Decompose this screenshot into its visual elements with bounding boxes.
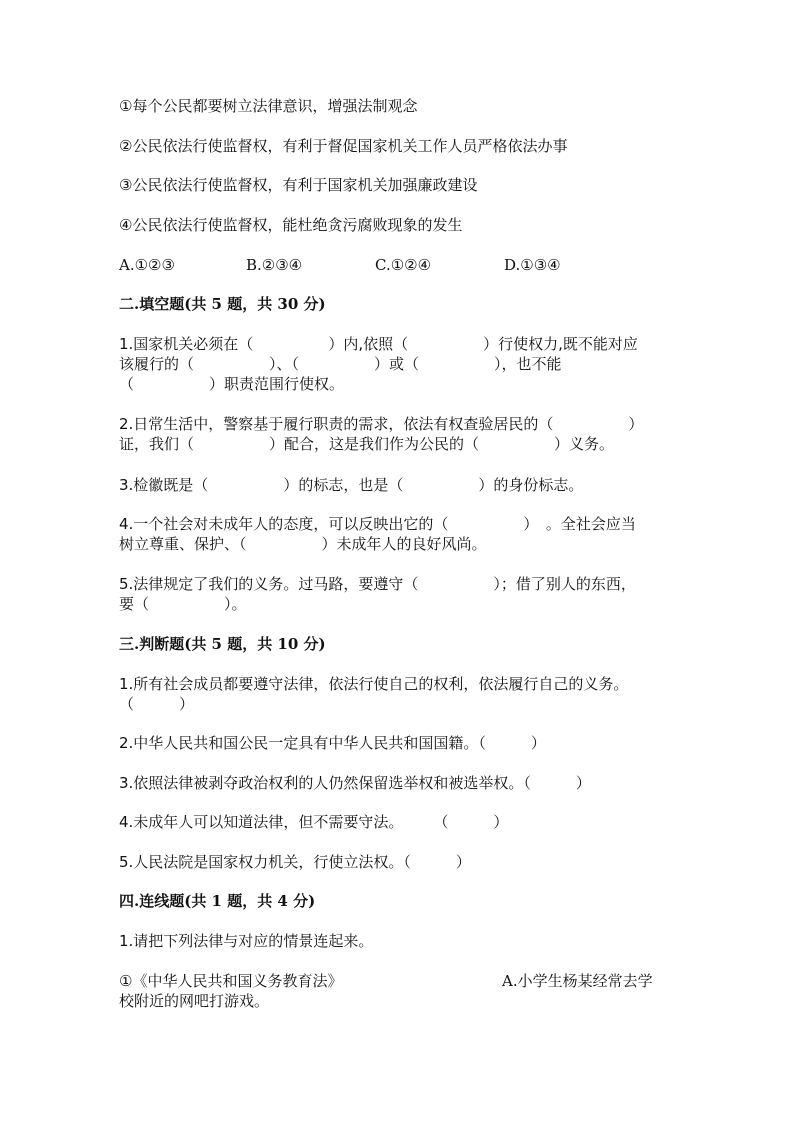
section-match-heading: 四.连线题(共 1 题，共 4 分) — [119, 892, 316, 910]
fill-q4-line1: 4.一个社会对未成年人的态度，可以反映出它的（ ） 。全社会应当 — [119, 515, 636, 533]
fill-q5-line1: 5.法律规定了我们的义务。过马路，要遵守（ ）；借了别人的东西， — [119, 575, 636, 593]
judge-q2: 2.中华人民共和国公民一定具有中华人民共和国国籍。（ ） — [119, 734, 546, 752]
section-judge-heading: 三.判断题(共 5 题，共 10 分) — [119, 635, 326, 653]
option-a: A.①②③ — [119, 256, 175, 274]
fill-q1-line1: 1.国家机关必须在（ ）内,依照（ ）行使权力,既不能对应 — [119, 335, 638, 353]
match-right-item-a-cont: 校附近的网吧打游戏。 — [119, 992, 270, 1010]
option-b: B.②③④ — [246, 256, 303, 274]
match-q1: 1.请把下列法律与对应的情景连起来。 — [119, 932, 374, 950]
fill-q2-line2: 证，我们（ ）配合，这是我们作为公民的（ ）义务。 — [119, 435, 615, 453]
match-right-item-a: A.小学生杨某经常去学 — [502, 972, 653, 990]
fill-q5-line2: 要（ ）。 — [119, 595, 247, 613]
fill-q1-line3: （ ）职责范围行使权。 — [119, 375, 345, 393]
judge-q1-line1: 1.所有社会成员都要遵守法律，依法行使自己的权利，依法履行自己的义务。 — [119, 675, 629, 693]
judge-q4: 4.未成年人可以知道法律，但不需要守法。 （ ） — [119, 813, 509, 831]
statement-4: ④公民依法行使监督权，能杜绝贪污腐败现象的发生 — [119, 216, 463, 234]
fill-q3: 3.检徽既是（ ）的标志，也是（ ）的身份标志。 — [119, 476, 584, 494]
fill-q2-line1: 2.日常生活中，警察基于履行职责的需求，依法有权查验居民的（ ） — [119, 415, 644, 433]
judge-q3: 3.依照法律被剥夺政治权利的人仍然保留选举权和被选举权。（ ） — [119, 774, 591, 792]
statement-2: ②公民依法行使监督权，有利于督促国家机关工作人员严格依法办事 — [119, 137, 568, 155]
match-left-item-1: ①《中华人民共和国义务教育法》 — [119, 972, 343, 990]
statement-1: ①每个公民都要树立法律意识，增强法制观念 — [119, 97, 418, 115]
judge-q1-line2: （ ） — [119, 695, 195, 713]
option-d: D.①③④ — [504, 256, 561, 274]
section-fill-heading: 二.填空题(共 5 题，共 30 分) — [119, 295, 326, 313]
option-c: C.①②④ — [375, 256, 432, 274]
fill-q1-line2: 该履行的（ ）、（ ）或（ ），也不能 — [119, 355, 562, 373]
judge-q5: 5.人民法院是国家权力机关，行使立法权。（ ） — [119, 853, 471, 871]
fill-q4-line2: 树立尊重、保护、（ ）未成年人的良好风尚。 — [119, 535, 487, 553]
statement-3: ③公民依法行使监督权，有利于国家机关加强廉政建设 — [119, 176, 478, 194]
